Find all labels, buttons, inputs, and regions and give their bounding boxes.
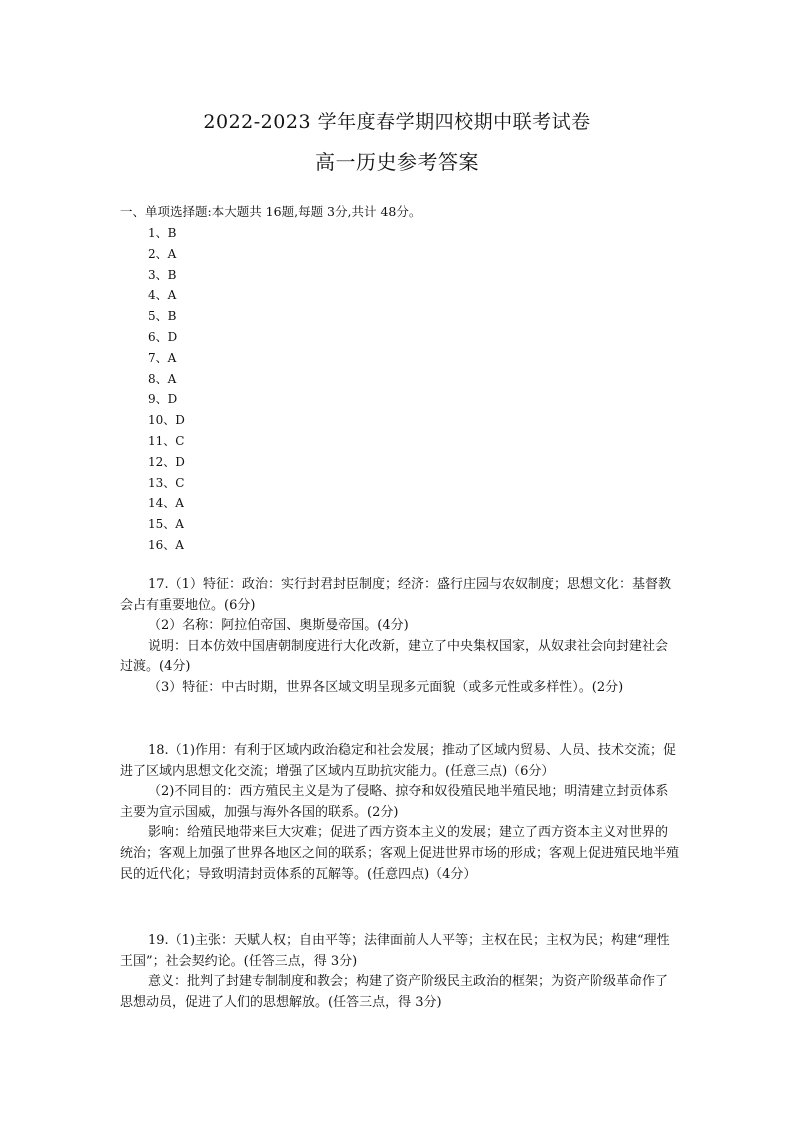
answer-item: 5、B bbox=[148, 309, 177, 324]
answer-key-subtitle: 高一历史参考答案 bbox=[315, 150, 479, 174]
answer-item: 14、A bbox=[148, 496, 184, 511]
answer-item: 6、D bbox=[148, 329, 178, 344]
answer-item: 11、C bbox=[148, 433, 185, 448]
answer-item: 13、C bbox=[148, 475, 185, 490]
answer-item: 7、A bbox=[148, 350, 177, 365]
answer-item: 12、D bbox=[148, 454, 185, 469]
answer-item: 15、A bbox=[148, 517, 184, 532]
q17-part2-explanation: 说明：日本仿效中国唐朝制度进行大化改新，建立了中央集权国家，从奴隶社会向封建社会过渡。(4分) bbox=[120, 638, 669, 675]
answer-item: 1、B bbox=[148, 226, 177, 240]
section-heading-multiple-choice: 一、单项选择题:本大题共 16题,每题 3分,共计 48分。 bbox=[120, 204, 422, 219]
answer-item: 10、D bbox=[148, 413, 185, 428]
answer-item: 2、A bbox=[148, 246, 177, 261]
q18-part2-impact: 影响：给殖民地带来巨大灾难；促进了西方资本主义的发展；建立了西方资本主义对世界的统治；客观上加强了世界各地区之间的联系；客观上促进世界市场的形成；客观上促进殖民地半殖民的近代化；导致明清封贡体系的瓦解等。(任意四点)（4分） bbox=[120, 825, 680, 882]
q17-part3: （3）特征：中古时期，世界各区域文明呈现多元面貌（或多元性或多样性）。(2分) bbox=[148, 679, 624, 695]
q19-significance: 意义：批判了封建专制制度和教会；构建了资产阶级民主政治的框架；为资产阶级革命作了思想动员，促进了人们的思想解放。(任答三点，得 3分) bbox=[120, 974, 669, 1010]
answer-item: 9、D bbox=[148, 392, 178, 407]
answer-item: 3、B bbox=[148, 267, 177, 282]
q18-part1: 18.（1)作用：有利于区域内政治稳定和社会发展；推动了区域内贸易、人员、技术交流；促进了区域内思想文化交流；增强了区域内互助抗灾能力。(任意三点)（6分） bbox=[120, 743, 677, 779]
question-19-answer bbox=[120, 931, 680, 1013]
multiple-choice-answer-list bbox=[148, 223, 185, 556]
answer-item: 16、A bbox=[148, 537, 184, 552]
exam-title: 2022-2023 学年度春学期四校期中联考试卷 bbox=[203, 111, 591, 133]
question-18-answer bbox=[120, 741, 680, 885]
answer-item: 4、A bbox=[148, 288, 177, 303]
q18-part2-purpose: （2)不同目的：西方殖民主义是为了侵略、掠夺和奴役殖民地半殖民地；明清建立封贡体系主要为宣示国威，加强与海外各国的联系。(2分) bbox=[120, 784, 669, 820]
q19-part1: 19.（1)主张：天赋人权；自由平等；法律面前人人平等；主权在民；主权为民；构建“理性王国”；社会契约论。(任答三点，得 3分) bbox=[120, 933, 670, 969]
q17-part2-name: （2）名称：阿拉伯帝国、奥斯曼帝国。(4分) bbox=[148, 618, 409, 634]
question-17-answer bbox=[120, 575, 680, 699]
q17-part1: 17.（1）特征：政治：实行封君封臣制度；经济：盛行庄园与农奴制度；思想文化：基督教会占有重要地位。(6分) bbox=[120, 577, 671, 613]
answer-item: 8、A bbox=[148, 371, 177, 386]
